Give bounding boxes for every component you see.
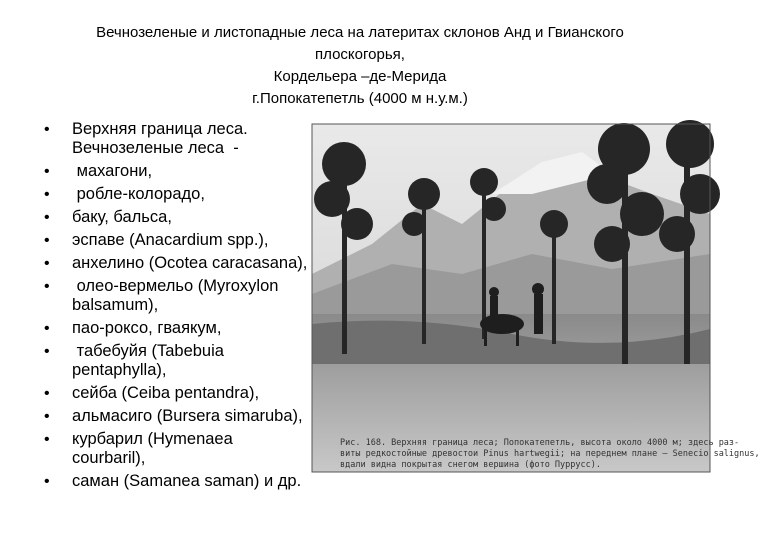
- bullet-item: • табебуйя (Tabebuia pentaphylla),: [44, 342, 324, 380]
- forest-photo: [312, 124, 760, 472]
- bullet-item: • саман (Samanea saman) и др.: [44, 472, 324, 491]
- caption-line-1: Рис. 168. Верхняя граница леса; Попокатепетль, высота около 4000 м; здесь раз-: [340, 438, 740, 448]
- photo-caption: [340, 438, 760, 471]
- bullet-item: • альмасиго (Bursera simaruba),: [44, 407, 324, 426]
- bullet-item: • олео-вермельо (Myroxylon balsamum),: [44, 277, 324, 315]
- bullet-item: • робле-колорадо,: [44, 185, 324, 204]
- bullet-item: • пао-роксо, гваякум,: [44, 319, 324, 338]
- bullet-list: [44, 120, 324, 495]
- bullet-item: • сейба (Ceiba pentandra),: [44, 384, 324, 403]
- title-line-4: г.Попокатепетль (4000 м н.у.м.): [252, 90, 468, 107]
- slide-title: [40, 22, 680, 110]
- bullet-item: • курбарил (Hymenaea courbaril),: [44, 430, 324, 468]
- bullet-item: • махагони,: [44, 162, 324, 181]
- bullet-item: • анхелино (Ocotea caracasana),: [44, 254, 324, 273]
- bullet-item: • Верхняя граница леса. Вечнозеленые леса -: [44, 120, 324, 158]
- bullet-item: • эспаве (Anacardium spp.),: [44, 231, 324, 250]
- caption-line-2: виты редкостойные древостои Pinus hartwegii; на переднем плане — Senecio salignus,: [340, 449, 760, 459]
- caption-line-3: вдали видна покрытая снегом вершина (фото Пуррусс).: [340, 460, 601, 470]
- title-line-2: плоскогорья,: [315, 46, 405, 63]
- title-line-1: Вечнозеленые и листопадные леса на латеритах склонов Анд и Гвианского: [96, 24, 624, 41]
- title-line-3: Кордельера –де-Мерида: [273, 68, 447, 85]
- bullet-item: • баку, бальса,: [44, 208, 324, 227]
